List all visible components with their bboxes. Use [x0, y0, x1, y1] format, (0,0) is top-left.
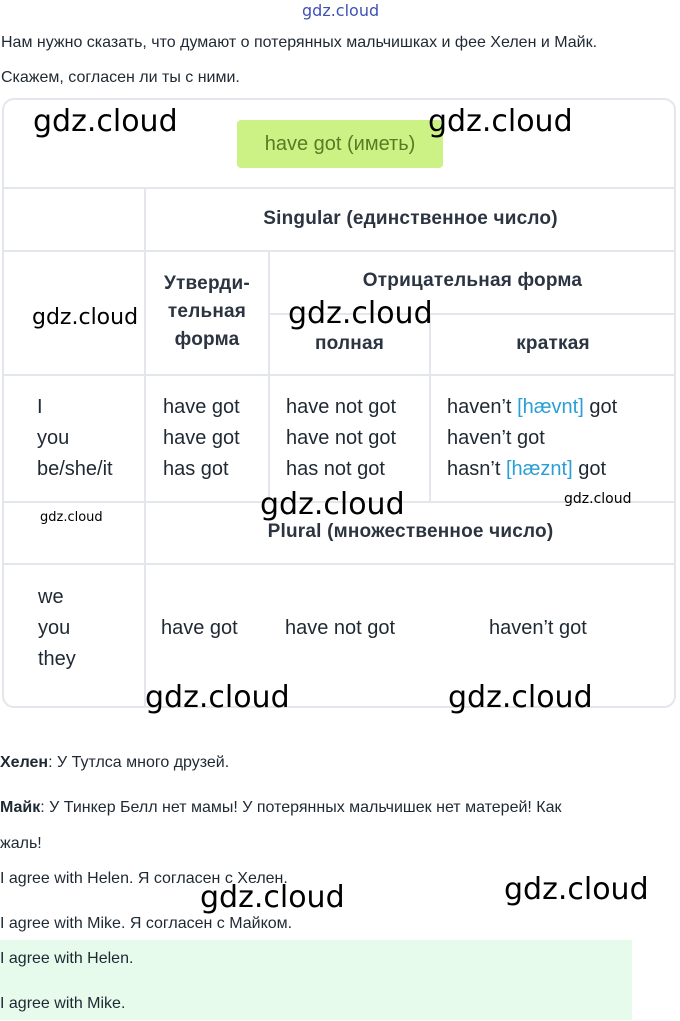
short-negative-form [447, 423, 617, 454]
plural-pronouns [38, 582, 76, 675]
short-negative-form [447, 392, 617, 423]
table-divider [3, 374, 675, 376]
affirmative-header-line: форма [174, 329, 240, 350]
affirmative-form: has got [163, 458, 229, 480]
short-negative-form [447, 454, 617, 485]
short-form-text: haven’t got [447, 427, 545, 449]
watermark: gdz.cloud [428, 104, 573, 139]
affirmative-header-line: тельная [167, 301, 247, 322]
full-form-header: полная [314, 333, 384, 354]
speaker-name: Хелен [0, 754, 49, 771]
watermark: gdz.cloud [200, 880, 345, 915]
pronoun: we [38, 586, 64, 608]
affirmative-form: have got [163, 427, 240, 449]
short-form-text: haven’t [447, 396, 512, 418]
singular-affirmative [163, 392, 240, 485]
table-divider [3, 250, 675, 252]
watermark: gdz.cloud [288, 296, 433, 331]
answer-mike: I agree with Mike. [0, 995, 126, 1012]
full-negative-form: has not got [286, 458, 385, 480]
affirmative-header-line: Утверди- [164, 273, 250, 294]
full-negative-form: have not got [286, 427, 397, 449]
negative-header: Отрицательная форма [362, 270, 583, 291]
plural-affirmative: have got [161, 617, 238, 639]
watermark: gdz.cloud [448, 680, 593, 715]
speaker-text: : У Тинкер Белл нет мамы! У потерянных мальчишек нет матерей! Как [40, 799, 562, 816]
mike-line [0, 799, 562, 817]
speaker-text: : У Тутлса много друзей. [48, 754, 230, 771]
table-divider [144, 188, 146, 707]
watermark: gdz.cloud [40, 510, 103, 525]
answer-helen: I agree with Helen. [0, 950, 134, 967]
option-helen: I agree with Helen. Я согласен с Хелен. [0, 870, 288, 887]
phonetic-transcription: [hæznt] [505, 458, 573, 480]
full-negative-form: have not got [286, 396, 397, 418]
affirmative-form: have got [163, 396, 240, 418]
watermark: gdz.cloud [260, 487, 405, 522]
watermark: gdz.cloud [504, 872, 649, 907]
plural-short-negative: haven’t got [489, 617, 587, 639]
singular-full-negative [286, 392, 396, 485]
pronoun: they [38, 648, 76, 670]
short-form-text: got [589, 396, 618, 418]
plural-full-negative: have not got [285, 617, 396, 639]
speaker-name: Майк [0, 799, 41, 816]
phonetic-transcription: [hævnt] [517, 396, 584, 418]
singular-header: Singular (единственное число) [263, 208, 558, 229]
watermark: gdz.cloud [564, 491, 632, 507]
intro-line-1: Нам нужно сказать, что думают о потерянных мальчишках и фее Хелен и Майк. [1, 34, 598, 51]
pronoun: you [37, 427, 70, 449]
helen-line [0, 754, 229, 772]
watermark: gdz.cloud [145, 680, 290, 715]
pronoun: be/she/it [37, 458, 113, 480]
singular-pronouns [37, 392, 113, 485]
pronoun: I [37, 396, 43, 418]
watermark-top: gdz.cloud [302, 1, 380, 20]
intro-line-2: Скажем, согласен ли ты с ними. [1, 69, 240, 86]
pronoun: you [38, 617, 71, 639]
plural-header: Plural (множественное число) [267, 521, 554, 542]
affirmative-header [146, 270, 268, 354]
table-title: have got (иметь) [237, 120, 443, 168]
singular-short-negative [447, 392, 617, 485]
watermark: gdz.cloud [33, 104, 178, 139]
short-form-text: got [578, 458, 607, 480]
short-form-header: краткая [516, 333, 590, 354]
table-divider [3, 563, 675, 565]
table-divider [3, 187, 675, 189]
short-form-text: hasn’t [447, 458, 501, 480]
watermark: gdz.cloud [32, 305, 139, 330]
mike-line-continued: жаль! [0, 835, 42, 852]
option-mike: I agree with Mike. Я согласен с Майком. [0, 915, 293, 932]
